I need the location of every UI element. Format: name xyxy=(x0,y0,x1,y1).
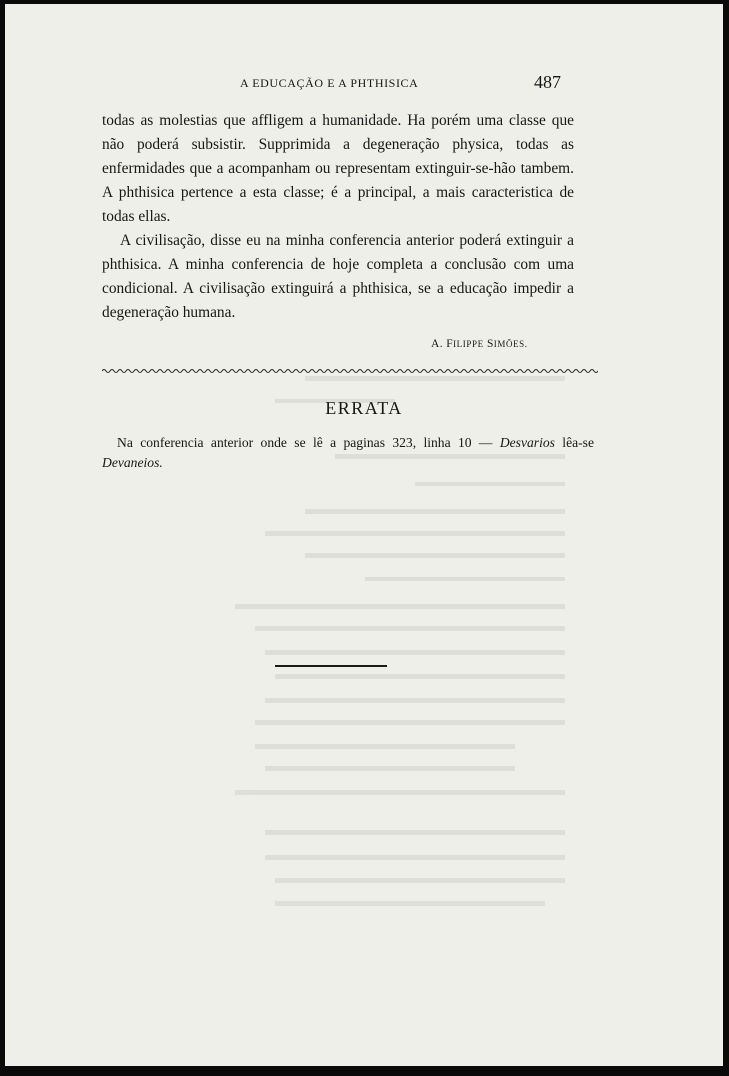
signature-first-name-rest: ILIPPE xyxy=(453,339,484,349)
page-header xyxy=(5,72,723,94)
errata-entry xyxy=(102,433,594,473)
signature-initial: A. F xyxy=(431,338,454,350)
article-body xyxy=(102,109,574,325)
paragraph: A civilisação, disse eu na minha conferencia anterior poderá extinguir a phthisica. A minha conferencia de hoje completa a conclusão com uma condicional. A civilisação extinguirá a phthisica, se a educação impedir a degeneração humana. xyxy=(102,232,574,321)
errata-wrong-word: Desvarios xyxy=(499,435,555,450)
errata-heading: ERRATA xyxy=(325,398,403,418)
signature-last-initial: S xyxy=(486,338,494,350)
errata-correct-word: Devaneios. xyxy=(102,455,163,470)
running-title: A EDUCAÇÃO E A PHTHISICA xyxy=(240,76,419,90)
book-page xyxy=(5,4,723,1066)
wavy-divider xyxy=(102,367,598,375)
paragraph: todas as molestias que affligem a humanidade. Ha porém uma classe que não poderá subsistir. Supprimida a degeneração physica, todas as enfermidades que a acompanham ou representam extinguir-se-hão tambem. A phthisica pertence a esta classe; é a principal, a mais caracteristica de todas ellas. xyxy=(102,112,574,225)
author-signature xyxy=(431,338,528,350)
page-number: 487 xyxy=(534,72,561,92)
errata-text-before: Na conferencia anterior onde se lê a paginas 323, linha 10 — xyxy=(117,435,500,450)
end-divider xyxy=(275,665,387,667)
signature-last-name-rest: IMÕES. xyxy=(493,339,528,349)
errata-text-middle: lêa-se xyxy=(554,435,595,450)
